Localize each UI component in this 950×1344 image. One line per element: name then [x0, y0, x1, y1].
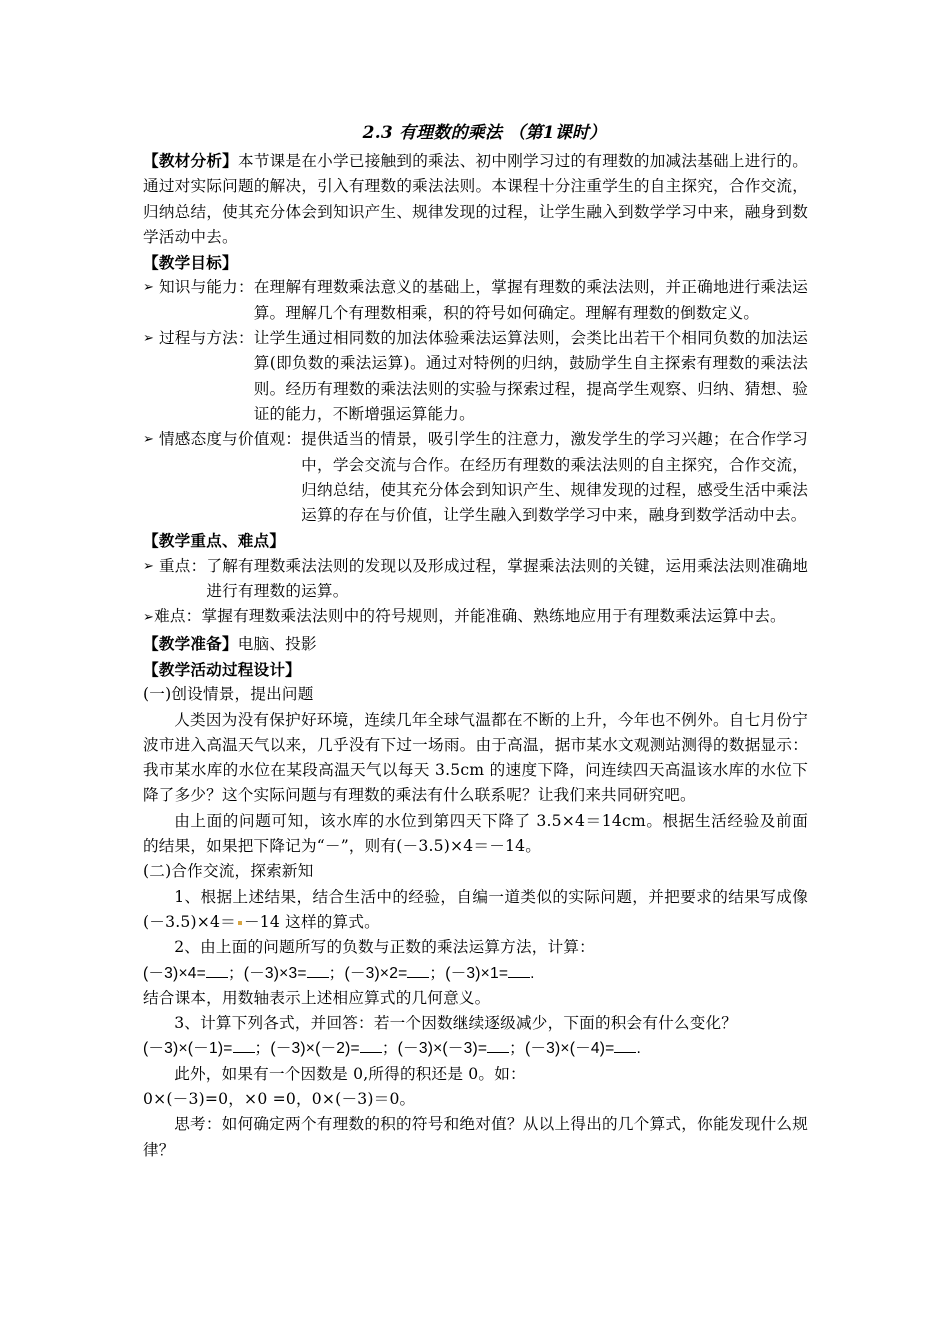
answer-blank[interactable]	[360, 1036, 382, 1053]
objectives-heading: 【教学目标】	[143, 253, 238, 273]
keypoint-item-focus	[143, 554, 808, 605]
keypoint-label: 难点：	[154, 607, 202, 626]
equation-part: ；(－3)×(－4)=	[509, 1040, 615, 1058]
answer-blank[interactable]	[407, 961, 429, 978]
answer-blank[interactable]	[206, 961, 228, 978]
equation-row-2	[143, 961, 808, 986]
analysis-label: 【教材分析】	[143, 151, 239, 170]
keypoint-label: 重点：	[159, 556, 207, 575]
answer-blank[interactable]	[307, 961, 329, 978]
question-1	[143, 885, 808, 936]
equation-part: ；(－3)×2=	[328, 964, 408, 982]
arrow-bullet-icon: ➢	[143, 280, 155, 296]
equation-part: ；(－3)×3=	[227, 964, 307, 982]
preparation-text: 电脑、投影	[237, 634, 317, 653]
answer-blank[interactable]	[614, 1036, 636, 1053]
result-paragraph: 由上面的问题可知，该水库的水位到第四天下降了 3.5×4＝14cm。根据生活经验及前面的结果，如果把下降记为“－”，则有(－3.5)×4＝－14。	[143, 811, 808, 856]
objective-text: 提供适当的情景，吸引学生的注意力，激发学生的学习兴趣；在合作学习中，学会交流与合作。在经历有理数的乘法法则的自主探究，合作交流，归纳总结，使其充分体会到知识产生、规律发现的过程，感受生活中乘法运算的存在与价值，让学生融入到数学学习中来，融身到数学活动中去。	[301, 430, 808, 525]
arrow-bullet-icon: ➢	[143, 610, 155, 626]
keypoint-text: 了解有理数乘法法则的发现以及形成过程，掌握乘法法则的关键，运用乘法法则准确地进行有理数的运算。	[206, 556, 808, 601]
page-title: 2.3 有理数的乘法 （第1课时）	[362, 123, 607, 143]
answer-blank[interactable]	[508, 961, 530, 978]
question-1-text: 1、根据上述结果，结合生活中的经验，自编一道类似的实际问题，并把要求的结果写成像(－3.5)×4＝	[143, 887, 808, 931]
answer-blank[interactable]	[487, 1036, 509, 1053]
highlight-mark-icon	[238, 921, 242, 925]
process-heading: 【教学活动过程设计】	[143, 659, 301, 679]
equation-part: (－3)×4=	[143, 964, 206, 982]
equation-part: ；(－3)×(－3)=	[381, 1040, 488, 1058]
question-3: 3、计算下列各式，并回答：若一个因数继续逐级减少，下面的积会有什么变化？	[174, 1014, 738, 1033]
zero-equation: 0×(－3)=0，×0 =0，0×(－3)＝0。	[143, 1089, 416, 1108]
answer-blank[interactable]	[233, 1036, 255, 1053]
arrow-bullet-icon: ➢	[143, 432, 155, 448]
equation-part: ；(－3)×1=	[429, 964, 509, 982]
objective-text: 在理解有理数乘法意义的基础上，掌握有理数的乘法法则，并正确地进行乘法运算。理解几个有理数相乘，积的符号如何确定。理解有理数的倒数定义。	[253, 278, 808, 322]
preparation-paragraph	[143, 631, 808, 657]
objective-item-attitude	[143, 427, 808, 528]
preparation-label: 【教学准备】	[143, 633, 238, 653]
equation-part: (－3)×(－1)=	[143, 1040, 233, 1058]
analysis-text: 本节课是在小学已接触到的乘法、初中刚学习过的有理数的加减法基础上进行的。通过对实际问题的解决，引入有理数的乘法法则。本课程十分注重学生的自主探究，合作交流，归纳总结，使其充分体会到知识产生、规律发现的过程，让学生融入到数学学习中来，融身到数学活动中去。	[143, 152, 809, 246]
objective-label: 知识与能力：	[159, 278, 254, 297]
arrow-bullet-icon: ➢	[143, 331, 155, 347]
keypoint-text: 掌握有理数乘法法则中的符号规则，并能准确、熟练地应用于有理数乘法运算中去。	[201, 607, 786, 626]
intro-paragraph: 人类因为没有保护好环境，连续几年全球气温都在不断的上升，今年也不例外。自七月份宁波市进入高温天气以来，几乎没有下过一场雨。由于高温，据市某水文观测站测得的数据显示：我市某水库的水位在某段高温天气以每天 3.5cm 的速度下降，问连续四天高温该水库的水位下降了多少？这个实际问题与有理数的乘法有什么联系呢？让我们来共同研究吧。	[143, 710, 808, 805]
objective-label: 过程与方法：	[159, 329, 254, 348]
equation-part: .	[636, 1040, 642, 1058]
analysis-paragraph	[143, 148, 808, 250]
question-2: 2、由上面的问题所写的负数与正数的乘法运算方法，计算：	[174, 938, 595, 957]
question-1-text-end: －14 这样的算式。	[243, 912, 380, 931]
equation-row-3	[143, 1036, 808, 1061]
keypoint-paragraph	[143, 604, 808, 630]
section-heading-1: (一)创设情景，提出问题	[143, 685, 314, 704]
arrow-bullet-icon: ➢	[143, 558, 155, 574]
document-body	[143, 118, 808, 1163]
objective-item-knowledge	[143, 275, 808, 326]
zero-paragraph: 此外，如果有一个因数是 0,所得的积还是 0。如：	[174, 1064, 526, 1083]
objective-item-process	[143, 326, 808, 427]
objective-label: 情感态度与价值观：	[159, 430, 302, 449]
question-2-note: 结合课本，用数轴表示上述相应算式的几何意义。	[143, 988, 491, 1007]
equation-part: .	[530, 964, 535, 982]
section-heading-2: (二)合作交流，探索新知	[143, 862, 314, 881]
keypoints-heading: 【教学重点、难点】	[143, 531, 286, 551]
equation-part: ；(－3)×(－2)=	[254, 1040, 360, 1058]
objective-text: 让学生通过相同数的加法体验乘法运算法则，会类比出若干个相同负数的加法运算(即负数的乘法运算)。通过对特例的归纳，鼓励学生自主探索有理数的乘法法则。经历有理数的乘法法则的实验与探索过程，提高学生观察、归纳、猜想、验证的能力，不断增强运算能力。	[253, 329, 808, 423]
think-paragraph: 思考：如何确定两个有理数的积的符号和绝对值？从以上得出的几个算式，你能发现什么规律？	[143, 1115, 808, 1159]
keypoint-item-difficulty	[143, 604, 808, 630]
